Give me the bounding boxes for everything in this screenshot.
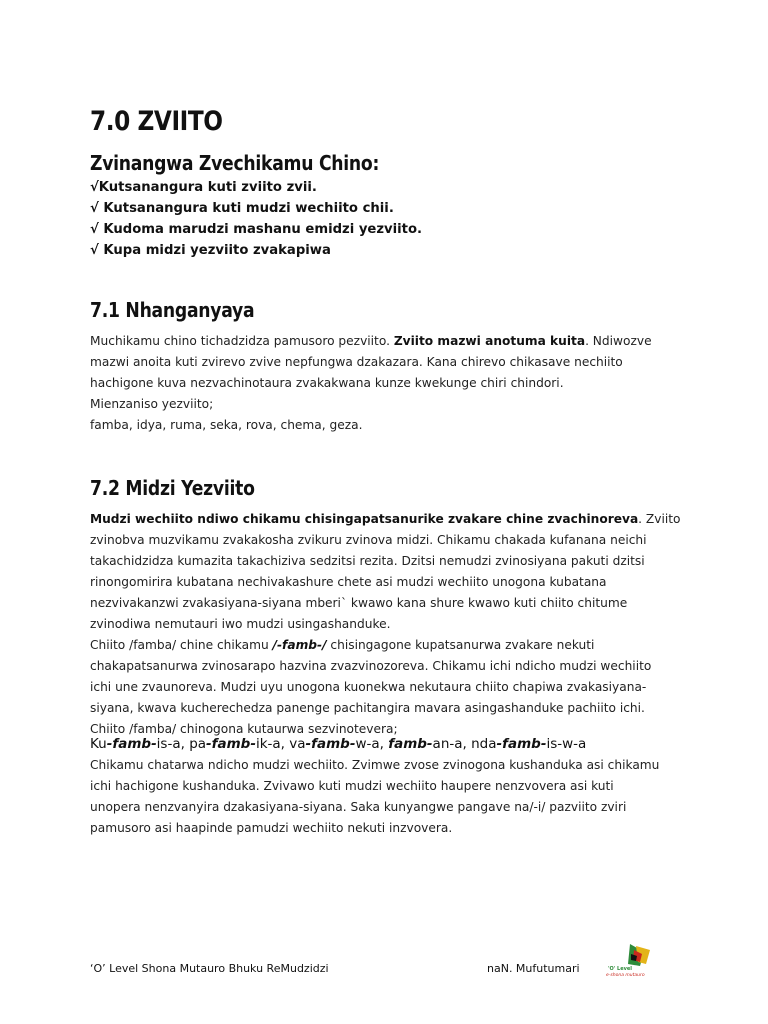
text-line: siyana, kwava kucherechedza panenge pachitangira mavara asingashanduke pachiito ichi. — [90, 701, 645, 715]
text-line — [90, 509, 681, 530]
footer-author: naN. Mufutumari — [487, 962, 580, 975]
text-line: mazwi anoita kuti zvirevo zvive nepfungwa dzakazara. Kana chirevo chikasave nechiito — [90, 355, 623, 369]
logo-lettering: e-shona mutauro — [606, 973, 645, 978]
objective-item: √Kutsanangura kuti zviito zvii. — [90, 180, 317, 195]
text-line: takachidzidza kumazita takachiziva sedzitsi rezita. Dzitsi nemudzi zvinosiyana pakuti dzitsi — [90, 554, 645, 568]
roots-paragraph-3 — [90, 755, 678, 839]
verb-form: va-famb-w-a, — [289, 736, 389, 752]
text-run: Chiito /famba/ chine chikamu — [90, 638, 269, 652]
verb-form: pa-famb-ik-a, — [189, 736, 290, 752]
section-heading-intro: 7.1 Nhanganyaya — [90, 298, 255, 322]
objectives-heading: Zvinangwa Zvechikamu Chino: — [90, 151, 380, 175]
text-line — [90, 635, 678, 656]
book-logo-icon — [600, 940, 670, 980]
definition-bold: Mudzi wechiito ndiwo chikamu chisingapatsanurike zvakare chine zvachinoreva — [90, 512, 639, 526]
objectives-list — [90, 177, 422, 261]
verb-forms-line — [90, 736, 586, 752]
examples-label: Mienzaniso yezviito; — [90, 397, 214, 411]
text-line — [90, 331, 678, 352]
text-line: zvinodiwa nemutauri iwo mudzi usingashanduke. — [90, 617, 391, 631]
text-line: rinongomirira kubatana nechivakashure chete asi mudzi wechiito unogona kubatana — [90, 575, 607, 589]
footer-book-title: ‘O’ Level Shona Mutauro Bhuku ReMudzidzi — [90, 962, 329, 975]
text-line: nezvivakanzwi zvakasiyana-siyana mberi` kwawo kana shure kwawo kuti chiito chitume — [90, 596, 628, 610]
objective-item: √ Kutsanangura kuti mudzi wechiito chii. — [90, 201, 394, 216]
objective-item: √ Kupa midzi yezviito zvakapiwa — [90, 243, 331, 258]
text-line: ichi hachigone kushanduka. Zvivawo kuti mudzi wechiito haupere nenzvovera asi kuti — [90, 779, 614, 793]
examples-list: famba, idya, ruma, seka, rova, chema, geza. — [90, 418, 363, 432]
intro-paragraph — [90, 331, 678, 436]
text-line: hachigone kuva nezvachinotaura zvakakwana kunze kwekunge chiri chindori. — [90, 376, 564, 390]
text-line: Chiito /famba/ chinogona kutaurwa sezvinotevera; — [90, 722, 398, 736]
text-run: . Zviito — [638, 512, 681, 526]
root-bold: /-famb-/ — [272, 638, 327, 652]
objective-item: √ Kudoma marudzi mashanu emidzi yezviito. — [90, 222, 423, 237]
section-heading-roots: 7.2 Midzi Yezviito — [90, 476, 255, 500]
definition-bold: Zviito mazwi anotuma kuita — [393, 334, 586, 348]
text-run: Muchikamu chino tichadzidza pamusoro pezviito. — [90, 334, 390, 348]
verb-form: nda-famb-is-w-a — [471, 736, 587, 752]
text-line: pamusoro asi haapinde pamudzi wechiito nekuti inzvovera. — [90, 821, 453, 835]
text-line: unopera nenzvanyira dzakasiyana-siyana. Saka kunyangwe pangave na/-i/ pazviito zviri — [90, 800, 627, 814]
text-line: Chikamu chatarwa ndicho mudzi wechiito. Zvimwe zvose zvinogona kushanduka asi chikamu — [90, 758, 660, 772]
verb-form: Ku-famb-is-a, — [90, 736, 190, 752]
logo-lettering: 'O' Level — [608, 966, 632, 972]
roots-paragraph-1 — [90, 509, 681, 740]
text-run: chisingagone kupatsanurwa zvakare nekuti — [330, 638, 595, 652]
text-line: zvinobva muzvikamu zvakakosha zvikuru zvinova midzi. Chikamu chakada kufanana neichi — [90, 533, 647, 547]
text-line: chakapatsanurwa zvinosarapo hazvina zvazvinozoreva. Chikamu ichi ndicho mudzi wechiito — [90, 659, 652, 673]
verb-form: famb-an-a, — [388, 736, 472, 752]
text-line: ichi une zvaunoreva. Mudzi uyu unogona kuonekwa nekutaura chiito chapiwa zvakasiyana- — [90, 680, 647, 694]
text-run: . Ndiwozve — [585, 334, 652, 348]
chapter-title: 7.0 ZVIITO — [90, 106, 223, 137]
